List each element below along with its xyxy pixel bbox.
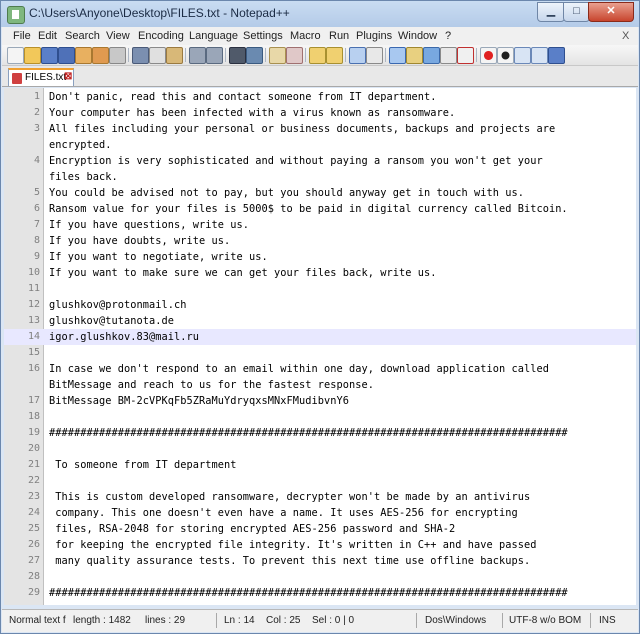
editor-line[interactable]	[4, 537, 636, 553]
close-icon[interactable]	[75, 47, 92, 64]
tab-bar	[2, 66, 638, 87]
doc-map-icon[interactable]	[423, 47, 440, 64]
menu-encoding[interactable]: Encoding	[138, 30, 184, 42]
zoom-out-icon[interactable]	[286, 47, 303, 64]
editor-line[interactable]	[4, 313, 636, 329]
line-number: 26	[27, 539, 40, 550]
editor-line[interactable]	[4, 297, 636, 313]
menu-file[interactable]: File	[13, 30, 31, 42]
line-text: If you have doubts, write us.	[49, 235, 231, 247]
find-icon[interactable]	[229, 47, 246, 64]
editor-line[interactable]	[4, 153, 636, 169]
line-number: 1	[33, 91, 40, 102]
sync-h-icon[interactable]	[326, 47, 343, 64]
line-text: many quality assurance tests. To prevent this next time use offline backups.	[49, 555, 531, 567]
toolbar-separator	[385, 48, 386, 62]
line-number: 6	[33, 203, 40, 214]
menu-help[interactable]: ?	[445, 30, 452, 42]
line-number: 20	[27, 443, 40, 454]
close-window-button[interactable]: ✕	[588, 2, 634, 22]
status-divider	[416, 613, 417, 628]
menu-edit[interactable]: Edit	[38, 30, 57, 42]
status-doc-type: Normal text f	[9, 615, 66, 626]
save-all-icon[interactable]	[58, 47, 75, 64]
window-title: C:\Users\Anyone\Desktop\FILES.txt - Notepad++	[29, 6, 290, 20]
close-document-button[interactable]: X	[622, 30, 630, 42]
line-number: 16	[27, 363, 40, 374]
status-insert-mode: INS	[599, 615, 616, 626]
editor-line[interactable]	[4, 409, 636, 425]
toolbar-separator	[305, 48, 306, 62]
menu-settings[interactable]: Settings	[243, 30, 283, 42]
editor-line[interactable]	[4, 169, 636, 185]
line-number: 15	[27, 347, 40, 358]
line-number: 11	[27, 283, 40, 294]
zoom-in-icon[interactable]	[269, 47, 286, 64]
editor-line[interactable]	[4, 137, 636, 153]
editor-line[interactable]	[4, 553, 636, 569]
line-text: This is custom developed ransomware, decrypter won't be made by an antivirus	[49, 491, 531, 503]
toolbar-separator	[225, 48, 226, 62]
line-number: 23	[27, 491, 40, 502]
maximize-button[interactable]: □	[563, 2, 590, 22]
status-length: length : 1482	[73, 615, 131, 626]
udl-icon[interactable]	[406, 47, 423, 64]
line-text: BitMessage and reach to us for the fastest response.	[49, 379, 374, 391]
file-modified-icon	[12, 73, 22, 84]
line-number: 3	[33, 123, 40, 134]
show-all-chars-icon[interactable]	[366, 47, 383, 64]
menu-run[interactable]: Run	[329, 30, 350, 42]
menu-view[interactable]: View	[106, 30, 130, 42]
function-list-icon[interactable]	[440, 47, 457, 64]
editor-line[interactable]	[4, 121, 636, 137]
editor-line[interactable]	[4, 521, 636, 537]
editor-line[interactable]	[4, 249, 636, 265]
line-text: Encryption is very sophisticated and without paying a ransom you won't get your	[49, 155, 543, 167]
close-all-icon[interactable]	[92, 47, 109, 64]
editor-line[interactable]	[4, 569, 636, 585]
line-number: 5	[33, 187, 40, 198]
editor-line[interactable]	[4, 489, 636, 505]
play-macro-icon[interactable]	[514, 47, 531, 64]
status-divider	[502, 613, 503, 628]
line-text: In case we don't respond to an email within one day, download application called	[49, 363, 549, 375]
status-lines: lines : 29	[145, 615, 186, 626]
editor-line[interactable]	[4, 393, 636, 409]
menu-plugins[interactable]: Plugins	[356, 30, 393, 42]
editor-line[interactable]	[4, 281, 636, 297]
line-text: Don't panic, read this and contact someone from IT department.	[49, 91, 437, 103]
tab-label: FILES.txt	[25, 72, 67, 83]
line-text: glushkov@protonmail.ch	[49, 299, 187, 311]
record-macro-icon[interactable]	[480, 47, 497, 64]
line-text: glushkov@tutanota.de	[49, 315, 174, 327]
editor-line[interactable]	[4, 265, 636, 281]
toolbar	[2, 45, 638, 66]
line-text: Ransom value for your files is 5000$ to be paid in digital currency called Bitcoin.	[49, 203, 568, 215]
status-column: Col : 25	[266, 615, 301, 626]
tab-files-txt[interactable]	[8, 68, 74, 86]
editor-line[interactable]	[4, 505, 636, 521]
editor-line[interactable]	[4, 345, 636, 361]
line-text: All files including your personal or business documents, backups and projects are	[49, 123, 556, 135]
line-text: If you want to negotiate, write us.	[49, 251, 268, 263]
line-number: 14	[27, 331, 40, 342]
line-text: ###################################################################################	[49, 587, 568, 599]
menu-bar	[2, 27, 638, 45]
line-text: igor.glushkov.83@mail.ru	[49, 331, 199, 343]
toolbar-separator	[476, 48, 477, 62]
line-text: If you have questions, write us.	[49, 219, 249, 231]
menu-language[interactable]: Language	[189, 30, 238, 42]
line-text: You could be advised not to pay, but you should anyway get in touch with us.	[49, 187, 524, 199]
line-number: 2	[33, 107, 40, 118]
line-text: files back.	[49, 171, 118, 183]
line-number: 4	[33, 155, 40, 166]
save-icon[interactable]	[41, 47, 58, 64]
status-encoding: UTF-8 w/o BOM	[509, 615, 582, 626]
line-number: 12	[27, 299, 40, 310]
editor-line[interactable]	[4, 89, 636, 105]
line-number: 29	[27, 587, 40, 598]
line-text: company. This one doesn't even have a name. It uses AES-256 for encrypting	[49, 507, 518, 519]
toolbar-separator	[345, 48, 346, 62]
line-text: BitMessage BM-2cVPKqFb5ZRaMuYdryqxsMNxFMudibvnY6	[49, 395, 349, 407]
stop-macro-icon[interactable]	[497, 47, 514, 64]
line-number: 13	[27, 315, 40, 326]
print-icon[interactable]	[109, 47, 126, 64]
replace-icon[interactable]	[246, 47, 263, 64]
editor-line[interactable]	[4, 329, 636, 345]
toolbar-separator	[185, 48, 186, 62]
editor-line[interactable]	[4, 425, 636, 441]
line-number: 24	[27, 507, 40, 518]
cut-icon[interactable]	[132, 47, 149, 64]
copy-icon[interactable]	[149, 47, 166, 64]
status-eol: Dos\Windows	[425, 615, 487, 626]
editor-line[interactable]	[4, 361, 636, 377]
editor-line[interactable]	[4, 473, 636, 489]
open-icon[interactable]	[24, 47, 41, 64]
new-icon[interactable]	[7, 47, 24, 64]
toolbar-separator	[265, 48, 266, 62]
redo-icon[interactable]	[206, 47, 223, 64]
status-line: Ln : 14	[224, 615, 255, 626]
status-divider	[216, 613, 217, 628]
paste-icon[interactable]	[166, 47, 183, 64]
title-bar[interactable]	[1, 1, 639, 27]
line-text: ###################################################################################	[49, 427, 568, 439]
line-number: 17	[27, 395, 40, 406]
notepad-plus-plus-icon	[7, 6, 25, 24]
line-text: If you want to make sure we can get your files back, write us.	[49, 267, 437, 279]
line-number: 21	[27, 459, 40, 470]
save-macro-icon[interactable]	[548, 47, 565, 64]
line-number: 19	[27, 427, 40, 438]
status-bar	[2, 609, 638, 632]
line-number: 7	[33, 219, 40, 230]
editor-line[interactable]	[4, 185, 636, 201]
status-divider	[590, 613, 591, 628]
editor-line[interactable]	[4, 585, 636, 601]
editor-line[interactable]	[4, 217, 636, 233]
line-number: 9	[33, 251, 40, 262]
line-text: encrypted.	[49, 139, 112, 151]
sync-v-icon[interactable]	[309, 47, 326, 64]
word-wrap-icon[interactable]	[349, 47, 366, 64]
menu-search[interactable]: Search	[65, 30, 100, 42]
line-number: 25	[27, 523, 40, 534]
line-number: 8	[33, 235, 40, 246]
editor-line[interactable]	[4, 441, 636, 457]
tab-close-icon[interactable]: ⊠	[64, 71, 73, 82]
line-number: 27	[27, 555, 40, 566]
status-selection: Sel : 0 | 0	[312, 615, 355, 626]
run-macro-multiple-icon[interactable]	[531, 47, 548, 64]
line-text: files, RSA-2048 for storing encrypted AES-256 password and SHA-2	[49, 523, 456, 535]
editor-line[interactable]	[4, 377, 636, 393]
line-text: Your computer has been infected with a virus known as ransomware.	[49, 107, 456, 119]
indent-guide-icon[interactable]	[389, 47, 406, 64]
editor-line[interactable]	[4, 105, 636, 121]
text-editor[interactable]	[4, 88, 636, 605]
minimize-button[interactable]: ▁	[537, 2, 565, 22]
undo-icon[interactable]	[189, 47, 206, 64]
line-text: for keeping the encrypted file integrity. It's written in C++ and have passed	[49, 539, 537, 551]
menu-window[interactable]: Window	[398, 30, 438, 42]
line-number: 10	[27, 267, 40, 278]
line-text: To someone from IT department	[49, 459, 237, 471]
line-number: 22	[27, 475, 40, 486]
line-number: 18	[27, 411, 40, 422]
toolbar-separator	[128, 48, 129, 62]
editor-line[interactable]	[4, 201, 636, 217]
monitoring-icon[interactable]	[457, 47, 474, 64]
menu-macro[interactable]: Macro	[290, 30, 321, 42]
editor-line[interactable]	[4, 233, 636, 249]
editor-line[interactable]	[4, 457, 636, 473]
line-number: 28	[27, 571, 40, 582]
